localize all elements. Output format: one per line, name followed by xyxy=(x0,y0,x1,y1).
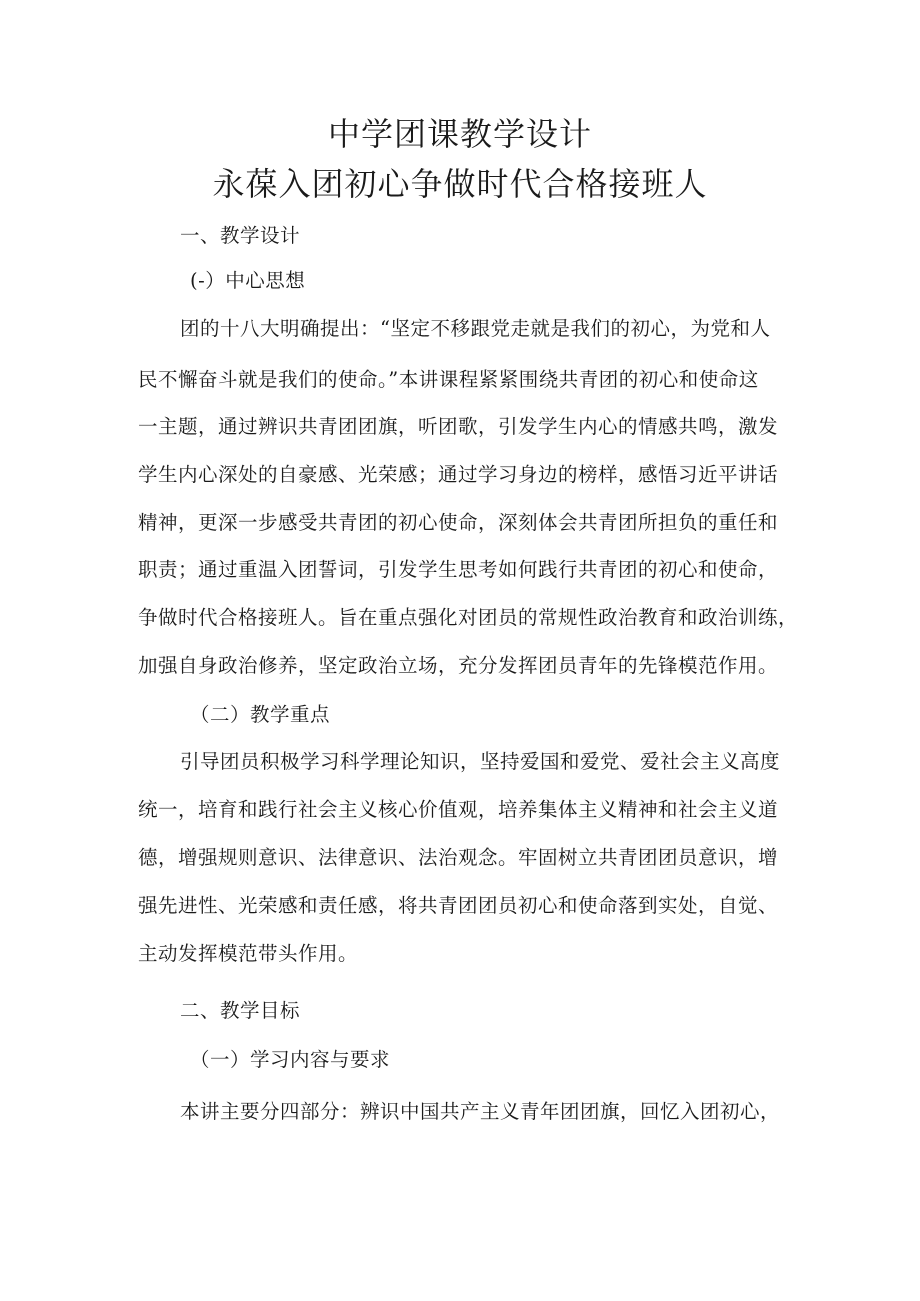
subsection-heading-content-requirements: （一）学习内容与要求 xyxy=(190,1048,391,1071)
document-subtitle: 永葆入团初心争做时代合格接班人 xyxy=(212,165,708,203)
paragraph-line: 一主题，通过辨识共青团团旗，听团歌，引发学生内心的情感共鸣，激发 xyxy=(138,415,779,438)
subsection-heading-teaching-focus: （二）教学重点 xyxy=(190,703,331,726)
paragraph-line: 本讲主要分四部分：辨识中国共产主义青年团团旗，回忆入团初心， xyxy=(180,1100,781,1123)
paragraph-line: 民不懈奋斗就是我们的使命。”本讲课程紧紧围绕共青团的初心和使命这 xyxy=(138,368,759,391)
paragraph-line: 引导团员积极学习科学理论知识，坚持爱国和爱党、爱社会主义高度 xyxy=(180,750,781,773)
paragraph-line: 强先进性、光荣感和责任感，将共青团团员初心和使命落到实处，自觉、 xyxy=(138,894,779,917)
document-title: 中学团课教学设计 xyxy=(327,115,592,153)
paragraph-line: 统一，培育和践行社会主义核心价值观，培养集体主义精神和社会主义道 xyxy=(138,798,779,821)
section-heading-teaching-design: 一、教学设计 xyxy=(180,224,301,247)
paragraph-line: 主动发挥模范带头作用。 xyxy=(138,942,359,965)
paragraph-line: 学生内心深处的自豪感、光荣感；通过学习身边的榜样，感悟习近平讲话 xyxy=(138,463,779,486)
section-heading-teaching-goals: 二、教学目标 xyxy=(180,999,301,1022)
paragraph-line: 精神，更深一步感受共青团的初心使命，深刻体会共青团所担负的重任和 xyxy=(138,511,779,534)
paragraph-line: 职责；通过重温入团誓词，引发学生思考如何践行共青团的初心和使命， xyxy=(138,558,779,581)
paragraph-line: 团的十八大明确提出：“坚定不移跟党走就是我们的初心，为党和人 xyxy=(180,317,771,340)
paragraph-line: 德，增强规则意识、法律意识、法治观念。牢固树立共青团团员意识，增 xyxy=(138,846,779,869)
subsection-heading-central-idea: (-）中心思想 xyxy=(190,269,306,292)
paragraph-line: 争做时代合格接班人。旨在重点强化对团员的常规性政治教育和政治训练， xyxy=(138,606,799,629)
paragraph-line: 加强自身政治修养，坚定政治立场，充分发挥团员青年的先锋模范作用。 xyxy=(138,654,779,677)
